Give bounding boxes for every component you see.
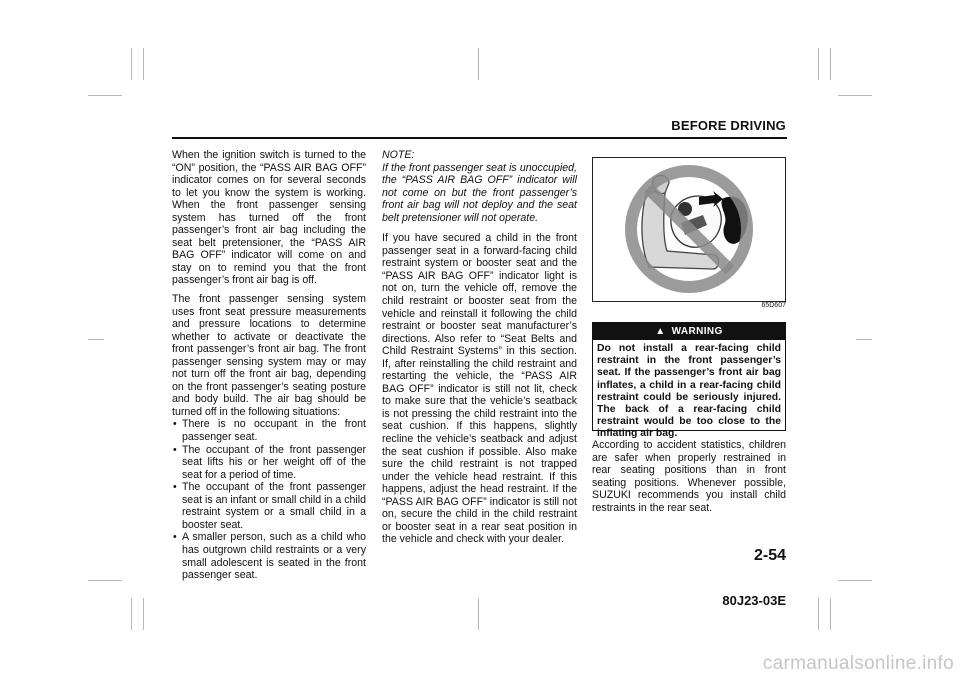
warning-title: WARNING (671, 326, 723, 337)
prohibited-child-seat-illustration (593, 158, 785, 301)
page-number: 2-54 (753, 547, 786, 564)
crop-mark (838, 580, 872, 581)
watermark: carmanualsonline.info (762, 653, 954, 674)
crop-mark (818, 48, 819, 80)
crop-mark (856, 339, 872, 340)
section-title: BEFORE DRIVING (671, 118, 786, 133)
list-item: • There is no occupant in the front passenger seat. (172, 418, 366, 443)
paragraph: The front passenger sensing system uses front seat pressure measurements and pressure locations to determine whether to activate or deactivate the front passenger’s front air bag. The front passenger sensing system may or may not turn off the front air bag, depending on the front passenger’s seating posture and body build. The air bag should be turned off in the following situations: (172, 293, 366, 418)
list-item: • The occupant of the front passenger seat lifts his or her weight off of the seat for a period of time. (172, 444, 366, 482)
crop-mark (131, 48, 132, 80)
column-1 (172, 149, 366, 582)
warning-triangle-icon: ▲ (655, 326, 666, 337)
list-item: • A smaller person, such as a child who has outgrown child restraints or a very small adolescent is seated in the front passenger seat. (172, 531, 366, 581)
crop-mark (838, 95, 872, 96)
header-rule (172, 137, 787, 139)
crop-mark (131, 598, 132, 630)
crop-mark (478, 48, 479, 80)
crop-mark (88, 339, 104, 340)
crop-mark (143, 598, 144, 630)
note-label: NOTE: (382, 149, 415, 161)
crop-mark (88, 580, 122, 581)
figure-no-rear-facing-seat (592, 157, 786, 302)
warning-box (592, 322, 786, 440)
crop-mark (143, 48, 144, 80)
paragraph: When the ignition switch is turned to the “ON” position, the “PASS AIR BAG OFF” indicator comes on for several seconds to let you know the system is working. When the front passenger sensing system has turned off the front passenger’s front air bag including the seat belt pretensioner, the “PASS AIR BAG OFF” indicator will come on and stay on to remind you that the front passenger’s front air bag is off. (172, 149, 366, 287)
warning-text: Do not install a rear-facing child restraint in the front passenger’s seat. If the passenger’s front air bag inflates, a child in a rear-facing child restraint could be seriously injured. The back of a rear-facing child restraint would be too close to the inflating air bag. (597, 343, 781, 440)
crop-mark (818, 598, 819, 630)
warning-header (593, 323, 785, 340)
crop-mark (830, 48, 831, 80)
list-item: • The occupant of the front passenger seat is an infant or small child in a child restraint system or a small child in a booster seat. (172, 481, 366, 531)
column-2 (382, 149, 577, 552)
situation-list (172, 418, 366, 581)
figure-caption: 65D607 (761, 302, 786, 309)
crop-mark (478, 598, 479, 630)
document-code: 80J23-03E (722, 593, 786, 608)
paragraph: According to accident statistics, children are safer when properly restrained in rear seating positions than in front seating positions. Whenever possible, SUZUKI recommends you install child restraints in the rear seat. (592, 439, 786, 514)
crop-mark (830, 598, 831, 630)
crop-mark (88, 95, 122, 96)
note-text: If the front passenger seat is unoccupied, the “PASS AIR BAG OFF” indicator will not come on but the front passenger’s front air bag will not deploy and the seat belt pretensioner will not operate. (382, 161, 577, 224)
paragraph: If you have secured a child in the front passenger seat in a forward-facing child restraint system or booster seat and the “PASS AIR BAG OFF” indicator light is not on, turn the vehicle off, remove the child restraint or booster seat from the vehicle and reinstall it following the child restraint or booster seat manufacturer’s directions. Also refer to “Seat Belts and Child Restraint Systems” in this section. If, after reinstalling the child restraint and restarting the vehicle, the “PASS AIR BAG OFF” indicator is still not lit, check to make sure that the vehicle’s seatback is not pressing the child restraint into the seat cushion. If this happens, slightly recline the vehicle’s seatback and adjust the seat cushion if possible. Also make sure the child restraint is not trapped under the vehicle head restraint. If this happens, adjust the head restraint. If the “PASS AIR BAG OFF” indicator is still not on, secure the child in the child restraint or booster seat in a rear seat position in the vehicle and check with your dealer. (382, 232, 577, 546)
